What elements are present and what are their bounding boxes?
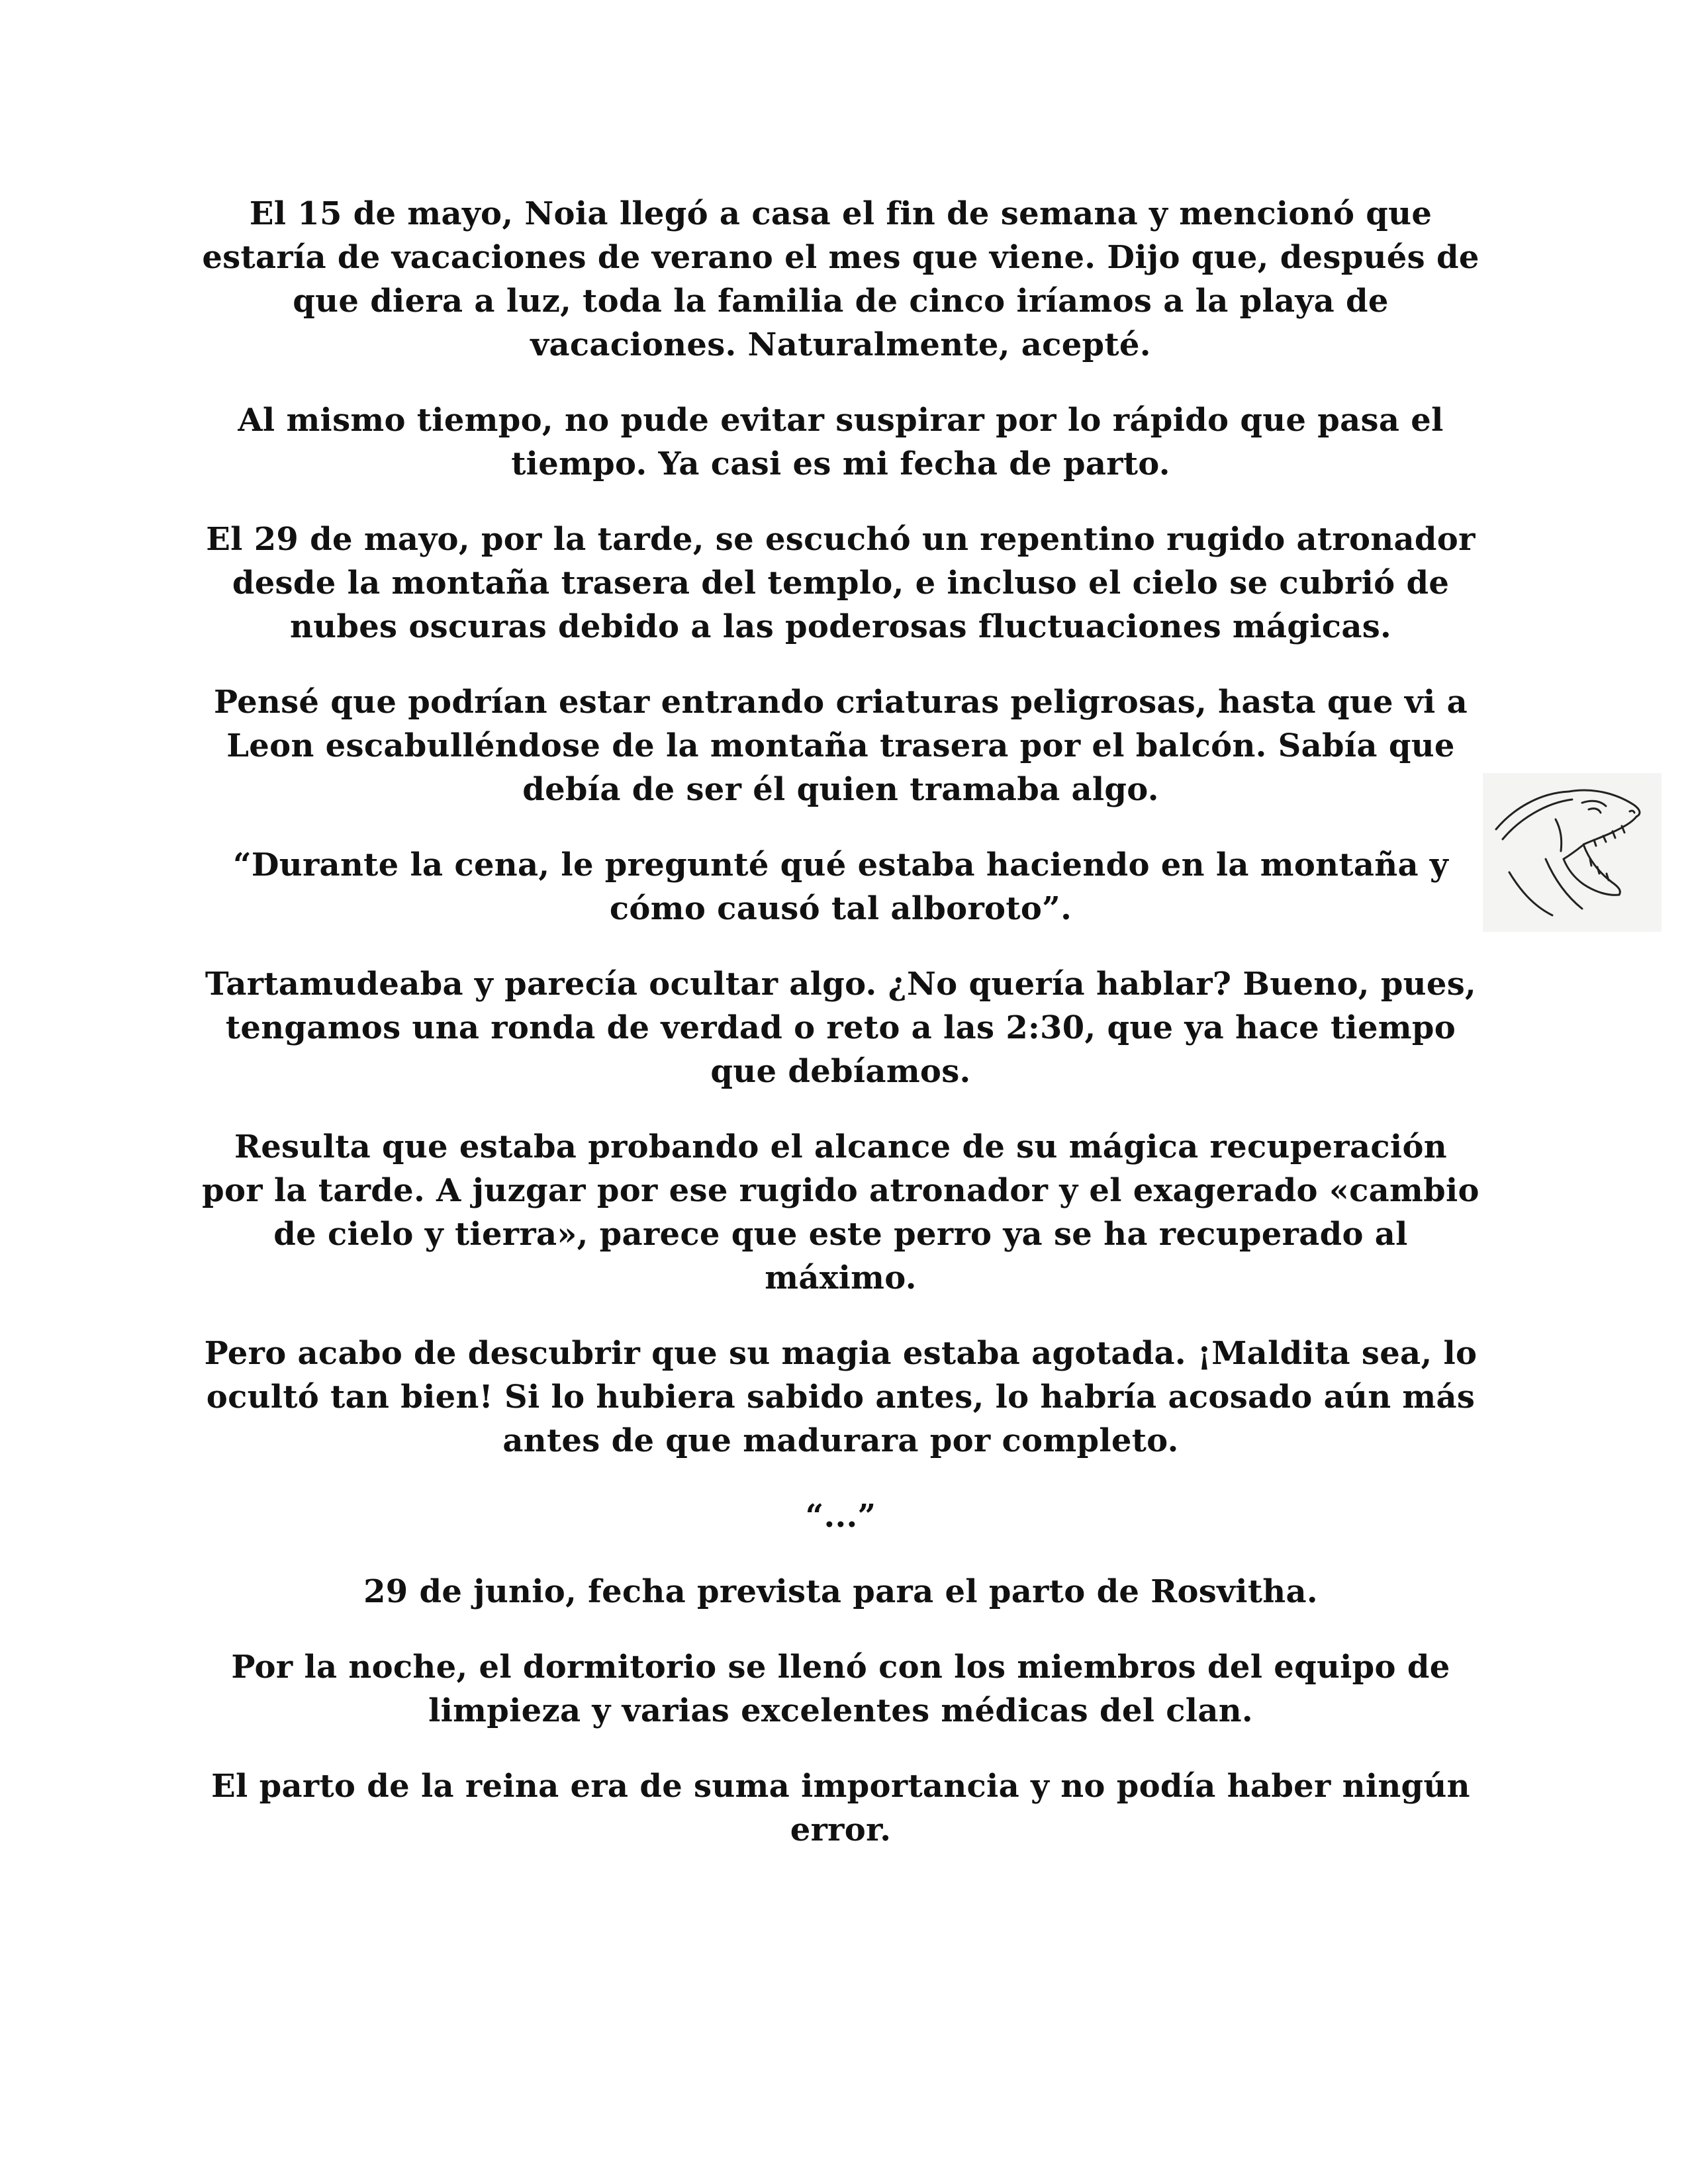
paragraph-1: El 15 de mayo, Noia llegó a casa el fin de semana y mencionó que estaría de vacaciones de verano el mes que viene. Dijo que, después de que diera a luz, toda la familia de cinco iríamos a la playa de vacaciones. Naturalmente, acepté. (202, 195, 1479, 363)
paragraph-3: El 29 de mayo, por la tarde, se escuchó un repentino rugido atronador desde la montaña trasera del templo, e incluso el cielo se cubrió de nubes oscuras debido a las poderosas fluctuaciones mágicas. (206, 521, 1476, 645)
paragraph-7: Resulta que estaba probando el alcance de su mágica recuperación por la tarde. A juzgar por ese rugido atronador y el exagerado «cambio de cielo y tierra», parece que este perro ya se ha recuperado al máximo. (202, 1128, 1479, 1297)
paragraph-9: “...” (805, 1498, 876, 1535)
paragraph-4: Pensé que podrían estar entrando criaturas peligrosas, hasta que vi a Leon escabulléndose de la montaña trasera por el balcón. Sabía que debía de ser él quien tramaba algo. (213, 684, 1468, 808)
paragraph-6: Tartamudeaba y parecía ocultar algo. ¿No quería hablar? Bueno, pues, tengamos una ronda de verdad o reto a las 2:30, que ya hace tiempo que debíamos. (205, 966, 1477, 1090)
paragraph-8: Pero acabo de descubrir que su magia estaba agotada. ¡Maldita sea, lo ocultó tan bien! Si lo hubiera sabido antes, lo habría acosado aún más antes de que madurara por completo. (204, 1335, 1477, 1459)
paragraph-2: Al mismo tiempo, no pude evitar suspirar por lo rápido que pasa el tiempo. Ya casi es mi fecha de parto. (238, 402, 1444, 482)
paragraph-12: El parto de la reina era de suma importancia y no podía haber ningún error. (211, 1768, 1470, 1848)
story-text (199, 192, 1483, 1884)
paragraph-5: “Durante la cena, le pregunté qué estaba haciendo en la montaña y cómo causó tal alboroto”. (232, 846, 1449, 927)
paragraph-11: Por la noche, el dormitorio se llenó con los miembros del equipo de limpieza y varias excelentes médicas del clan. (231, 1649, 1450, 1729)
dinosaur-head-icon (1483, 773, 1662, 932)
paragraph-10: 29 de junio, fecha prevista para el parto de Rosvitha. (363, 1573, 1318, 1610)
